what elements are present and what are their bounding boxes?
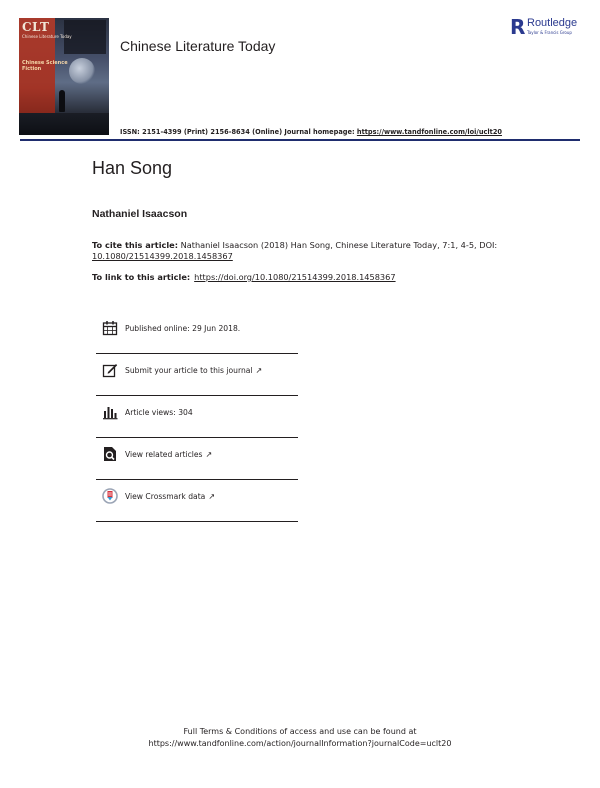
article-author: Nathaniel Isaacson bbox=[92, 208, 188, 220]
publisher-name: Routledge bbox=[527, 17, 578, 29]
journal-title: Chinese Literature Today bbox=[120, 38, 276, 54]
crossmark-link[interactable] bbox=[125, 492, 215, 501]
cite-text: Nathaniel Isaacson (2018) Han Song, Chinese Literature Today, 7:1, 4-5, DOI: bbox=[178, 240, 498, 250]
journal-header bbox=[0, 0, 600, 142]
publisher-tagline: Taylor & Francis Group bbox=[527, 30, 572, 35]
views-row bbox=[96, 396, 298, 438]
footer bbox=[0, 726, 600, 750]
cover-tagline: Chinese Literature Today bbox=[22, 34, 72, 39]
article-views: Article views: 304 bbox=[125, 408, 193, 417]
crossmark-row[interactable] bbox=[96, 480, 298, 522]
external-link-icon: ↗ bbox=[208, 492, 216, 501]
cover-figure bbox=[59, 90, 65, 112]
citation bbox=[92, 240, 522, 262]
external-link-icon: ↗ bbox=[205, 450, 213, 459]
routledge-logo bbox=[510, 16, 590, 40]
calendar-icon bbox=[102, 320, 118, 336]
crossmark-label: View Crossmark data bbox=[125, 492, 206, 501]
submit-label: Submit your article to this journal bbox=[125, 366, 253, 375]
article-link-line bbox=[92, 272, 396, 282]
article-info-box bbox=[96, 312, 298, 522]
footer-terms-text: Full Terms & Conditions of access and use can be found at bbox=[183, 727, 417, 736]
issn-text: ISSN: 2151-4399 (Print) 2156-8634 (Online) Journal homepage: bbox=[120, 128, 357, 136]
article-doi-link[interactable]: https://doi.org/10.1080/21514399.2018.1458367 bbox=[194, 272, 396, 282]
footer-terms-link[interactable]: https://www.tandfonline.com/action/journalInformation?journalCode=uclt20 bbox=[148, 739, 452, 748]
cover-ground bbox=[19, 113, 109, 135]
external-link-icon: ↗ bbox=[255, 366, 263, 375]
cite-doi-link[interactable]: 10.1080/21514399.2018.1458367 bbox=[92, 251, 233, 261]
link-label: To link to this article: bbox=[92, 272, 191, 282]
published-row bbox=[96, 312, 298, 354]
edit-icon bbox=[102, 362, 118, 378]
related-articles-link[interactable] bbox=[125, 450, 212, 459]
submit-article-link[interactable] bbox=[125, 366, 262, 375]
published-date: Published online: 29 Jun 2018. bbox=[125, 324, 241, 333]
related-row[interactable] bbox=[96, 438, 298, 480]
document-search-icon bbox=[102, 446, 118, 462]
routledge-r-icon: R bbox=[510, 15, 526, 39]
header-divider bbox=[20, 139, 580, 141]
cover-title: CLT bbox=[22, 20, 50, 34]
cite-label: To cite this article: bbox=[92, 240, 178, 250]
submit-row[interactable] bbox=[96, 354, 298, 396]
crossmark-icon bbox=[102, 488, 118, 504]
cover-feature: Chinese Science Fiction bbox=[22, 60, 68, 72]
related-label: View related articles bbox=[125, 450, 203, 459]
journal-homepage-link[interactable]: https://www.tandfonline.com/loi/uclt20 bbox=[356, 128, 503, 136]
bar-chart-icon bbox=[102, 404, 118, 420]
article-title: Han Song bbox=[92, 158, 173, 178]
journal-cover-image[interactable] bbox=[19, 18, 109, 135]
issn-line bbox=[120, 128, 502, 136]
